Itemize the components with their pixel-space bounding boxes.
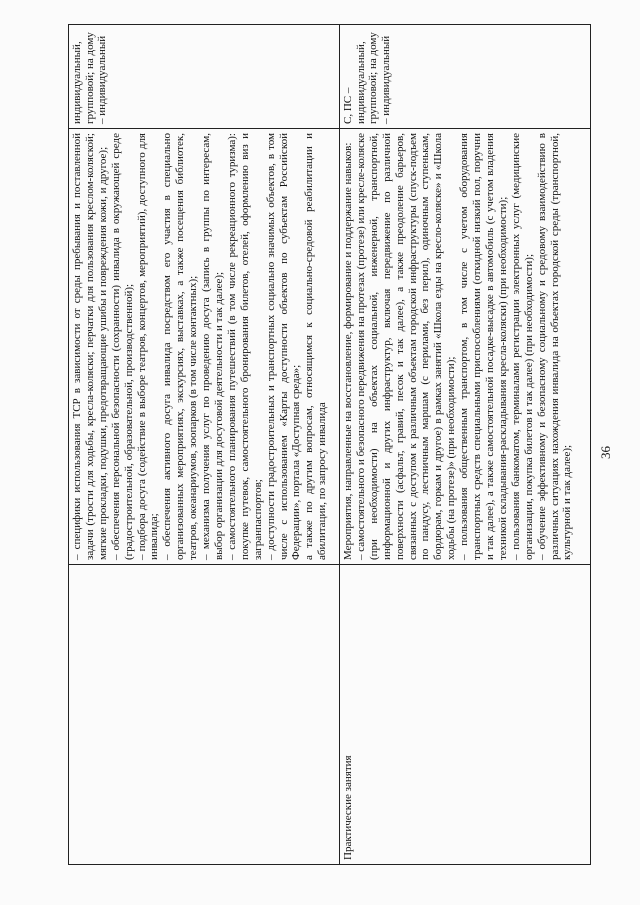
content-item: – пользования банкоматом, терминалами регистрации электронных услуг (медицинские организации, покупка билетов и так далее) (при необходимости);	[509, 133, 535, 560]
row-content-cell	[340, 129, 591, 565]
content-item: – специфики использования ТСР в зависимости от среды пребывания и поставленной задачи (трости для ходьбы, кресла-коляски; перчатки для пользования креслом-коляской; мягкие прокладки, подушки, предотвращающие ушибы и повреждения кожи, и другое);	[71, 133, 109, 560]
table-row	[69, 25, 340, 865]
rehabilitation-table	[68, 24, 591, 865]
content-lead: Мероприятия, направленные на восстановление, формирование и поддержание навыков:	[342, 142, 354, 560]
table-row	[340, 25, 591, 865]
content-item: – самостоятельного планирования путешествий (в том числе рекреационного туризма): покупке путевок, самостоятельного бронирования билетов, отелей, оформлению виз и загранпаспортов;	[225, 133, 264, 560]
row-name-cell: Практические занятия	[340, 565, 591, 865]
content-item: – подбора досуга (содействие в выборе театров, концертов, мероприятий), доступного для инвалида;	[135, 133, 161, 560]
content-item: а также по другим вопросам, относящимся к социально-средовой реабилитации и абилитации, по запросу инвалида	[303, 133, 329, 560]
content-item: – механизма получения услуг по проведению досуга (запись в группы по интересам, выбор организации для досуговой деятельности и так далее);	[200, 133, 225, 560]
content-item: – самостоятельного и безопасного передвижения на протезах (протезе) или кресле-коляске (при необходимости) на объектах социальной, инженерной, транспортной, информационной и других инфраструктур, включая передвижение по различной поверхности (асфальт, гравий, песок и так далее), а также преодоление барьеров, связанных с доступом к различным объектам городской инфраструктуры (спуск-подъем по пандусу, лестничным маршам (с перилами, без перил), одиночным ступенькам, бордюрам, горкам и другое) в рамках занятий «Школа езды на кресло-коляске» и «Школа ходьбы (на протезе)» (при необходимости);	[354, 133, 458, 560]
row-format-cell: индивидуальный, групповой; на дому – индивидуальный	[69, 25, 340, 129]
content-item: – обеспечения персональной безопасности (сохранности) инвалида в окружающей среде (градостроительной, образовательной, производственной);	[109, 133, 135, 560]
row-name-cell	[69, 565, 340, 865]
content-item: – доступности градостроительных и транспортных социально значимых объектов, в том числе с использованием «Карты доступности объектов по субъектам Российской Федерации», портала «Доступная среда»;	[264, 133, 303, 560]
content-item: – обучение эффективному и безопасному социальному и средовому взаимодействию в различных ситуациях нахождения инвалида на объектах городской среды (транспортной, культурной и так далее);	[535, 133, 574, 560]
row-format-cell: С, ПС – индивидуальный, групповой; на дому – индивидуальный	[340, 25, 591, 129]
page-number: 36	[598, 446, 613, 459]
content-item: – обеспечения активного досуга инвалида посредством его участия в специально организованных мероприятиях, экскурсиях, выставках, а также посещения библиотек, театров, океанариумов, зоопарков (в том числе контактных);	[161, 133, 200, 560]
content-item: – пользования общественным транспортом, в том числе с учетом оборудования транспортных средств специальными приспособлениями (откидной низкий пол, поручни и так далее), а также самостоятельной посадке-высадке в автомобиль (с учетом владения техникой складывания-раскладывания кресла-коляски) (при необходимости);	[458, 133, 509, 560]
row-content-cell	[69, 129, 340, 565]
